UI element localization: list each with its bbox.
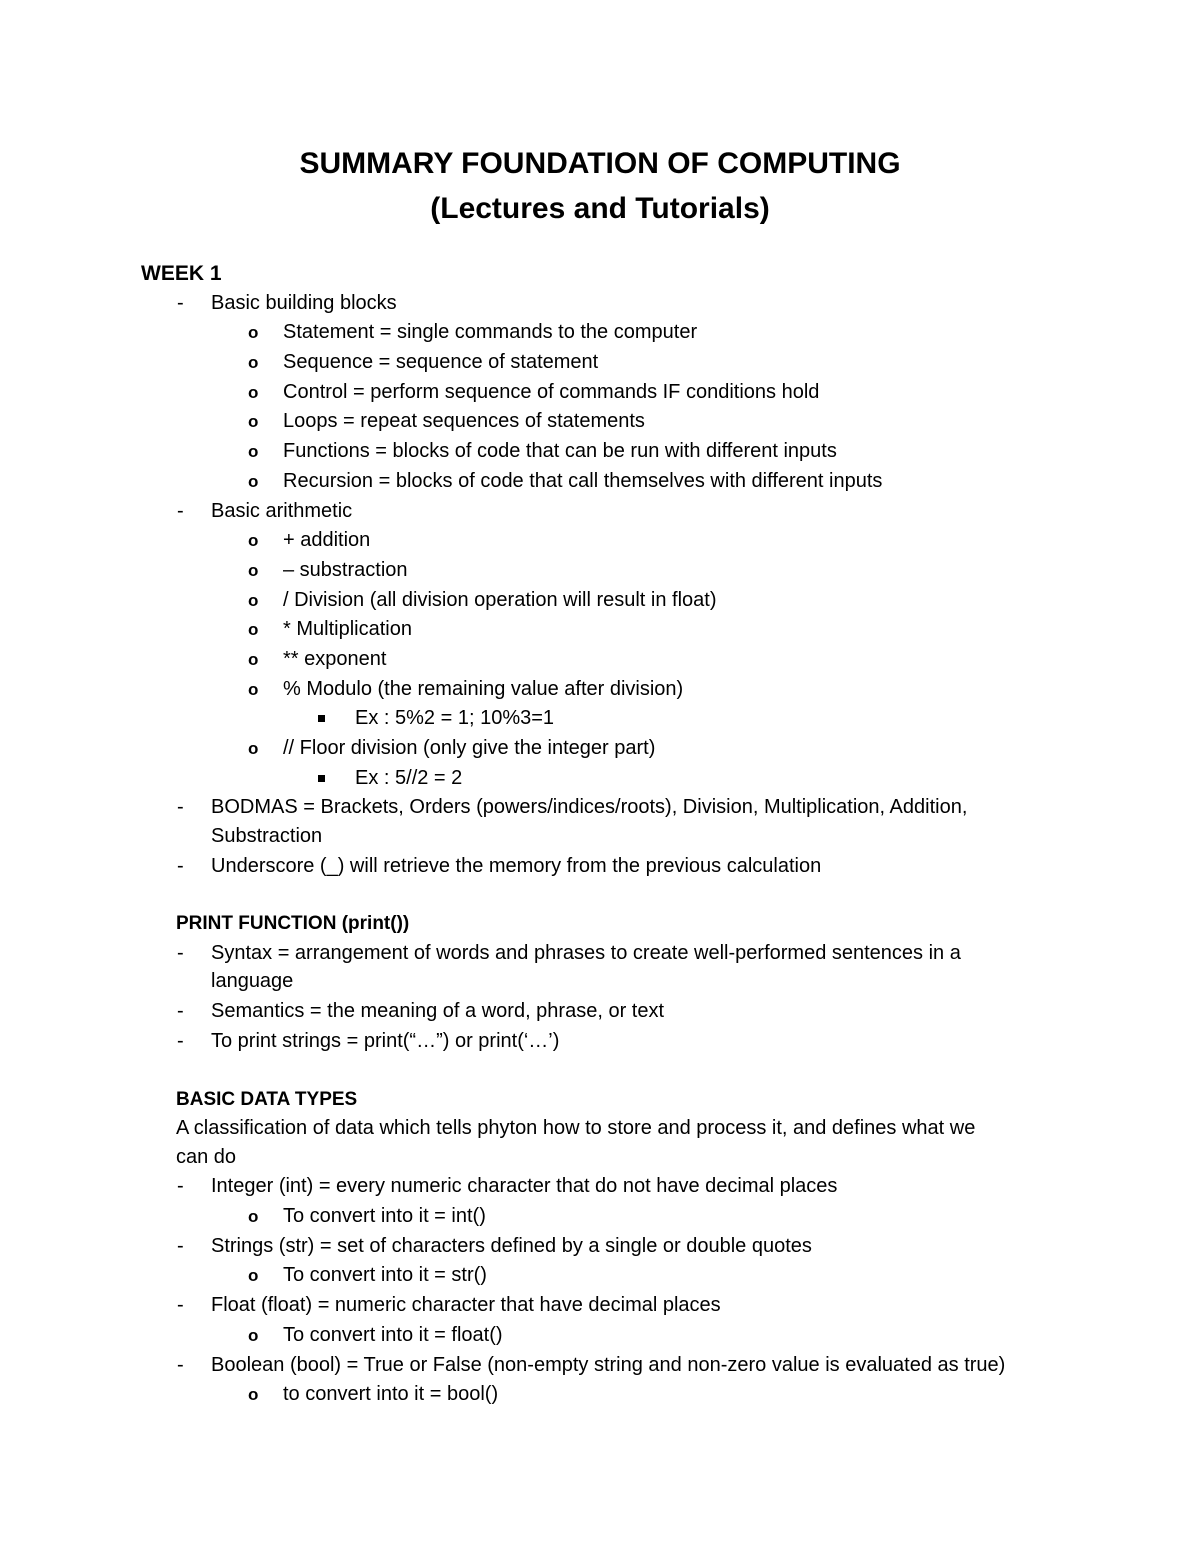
strings-text: Strings (str) = set of characters defined by a single or double quotes xyxy=(211,1234,812,1257)
list-item-text: Functions = blocks of code that can be run with different inputs xyxy=(283,440,837,463)
list-item xyxy=(0,526,1200,556)
list-item xyxy=(0,556,1200,586)
list-item xyxy=(0,1380,1200,1410)
syntax-text-continued: language xyxy=(211,970,294,993)
boolean-convert-text: to convert into it = bool() xyxy=(283,1383,499,1406)
float-text: Float (float) = numeric character that have decimal places xyxy=(211,1294,721,1317)
circle-bullet: o xyxy=(248,531,259,551)
list-item xyxy=(0,764,1200,794)
list-item xyxy=(0,289,1200,319)
circle-bullet: o xyxy=(248,323,259,343)
modulo-example: Ex : 5%2 = 1; 10%3=1 xyxy=(355,707,555,730)
list-item-text: ** exponent xyxy=(283,647,387,670)
list-item xyxy=(0,1291,1200,1321)
circle-bullet: o xyxy=(248,649,259,669)
list-item xyxy=(0,997,1200,1027)
list-item xyxy=(0,318,1200,348)
print-strings-text: To print strings = print(“…”) or print(‘…’) xyxy=(211,1029,560,1052)
list-item xyxy=(0,1261,1200,1291)
document-body xyxy=(0,259,1200,1410)
circle-bullet: o xyxy=(248,412,259,432)
list-item xyxy=(0,1321,1200,1351)
dash-bullet: - xyxy=(177,796,184,819)
semantics-text: Semantics = the meaning of a word, phrase, or text xyxy=(211,1000,665,1023)
circle-bullet: o xyxy=(248,1207,259,1227)
list-item xyxy=(0,586,1200,616)
list-item xyxy=(0,1172,1200,1202)
list-item xyxy=(0,704,1200,734)
square-bullet xyxy=(318,715,325,722)
circle-bullet: o xyxy=(248,590,259,610)
dash-bullet: - xyxy=(177,1175,184,1198)
list-item xyxy=(0,1202,1200,1232)
dash-bullet: - xyxy=(177,1294,184,1317)
list-item-text: Statement = single commands to the computer xyxy=(283,321,698,344)
document-title: SUMMARY FOUNDATION OF COMPUTING xyxy=(299,147,901,180)
list-item-text: / Division (all division operation will result in float) xyxy=(283,588,717,611)
boolean-text: Boolean (bool) = True or False (non-empty string and non-zero value is evaluated as true) xyxy=(211,1353,1006,1376)
circle-bullet: o xyxy=(248,471,259,491)
list-item xyxy=(0,407,1200,437)
square-bullet xyxy=(318,775,325,782)
list-item-text: * Multiplication xyxy=(283,618,412,641)
data-types-intro-continued: can do xyxy=(176,1145,237,1168)
list-item xyxy=(0,437,1200,467)
dash-bullet: - xyxy=(177,1000,184,1023)
circle-bullet: o xyxy=(248,1266,259,1286)
arithmetic-label: Basic arithmetic xyxy=(211,499,353,522)
circle-bullet: o xyxy=(248,353,259,373)
list-item-continuation xyxy=(0,967,1200,997)
list-item xyxy=(0,467,1200,497)
list-item xyxy=(0,348,1200,378)
list-item xyxy=(0,793,1200,822)
print-section-heading: PRINT FUNCTION (print()) xyxy=(176,913,410,935)
dash-bullet: - xyxy=(177,1029,184,1052)
list-item xyxy=(0,939,1200,968)
circle-bullet: o xyxy=(248,1385,259,1405)
integer-text: Integer (int) = every numeric character that do not have decimal places xyxy=(211,1175,838,1198)
integer-convert-text: To convert into it = int() xyxy=(283,1205,486,1228)
dash-bullet: - xyxy=(177,291,184,314)
dash-bullet: - xyxy=(177,1234,184,1257)
underscore-text: Underscore (_) will retrieve the memory from the previous calculation xyxy=(211,854,822,877)
list-item-continuation xyxy=(0,822,1200,852)
circle-bullet: o xyxy=(248,442,259,462)
strings-convert-text: To convert into it = str() xyxy=(283,1264,487,1287)
list-item-text: – substraction xyxy=(283,558,408,581)
dash-bullet: - xyxy=(177,1353,184,1376)
list-item-text: // Floor division (only give the integer part) xyxy=(283,737,656,759)
dash-bullet: - xyxy=(177,941,184,964)
list-item-text: + addition xyxy=(283,529,371,552)
bodmas-text-continued: Substraction xyxy=(211,824,323,847)
syntax-text: Syntax = arrangement of words and phrases to create well-performed sentences in a xyxy=(211,941,961,964)
list-item-text: Recursion = blocks of code that call themselves with different inputs xyxy=(283,469,883,492)
list-item xyxy=(0,852,1200,882)
list-item xyxy=(0,675,1200,705)
list-item-text: Sequence = sequence of statement xyxy=(283,351,599,374)
list-item-text: % Modulo (the remaining value after division) xyxy=(283,677,684,700)
circle-bullet: o xyxy=(248,382,259,402)
list-item-text: Loops = repeat sequences of statements xyxy=(283,410,645,433)
bodmas-text: BODMAS = Brackets, Orders (powers/indices/roots), Division, Multiplication, Addition, xyxy=(211,796,968,819)
data-types-intro: A classification of data which tells phyton how to store and process it, and defines what we xyxy=(176,1117,976,1140)
list-item xyxy=(0,615,1200,645)
float-convert-text: To convert into it = float() xyxy=(283,1323,503,1346)
circle-bullet: o xyxy=(248,620,259,640)
list-item xyxy=(0,497,1200,527)
list-item xyxy=(0,734,1200,764)
list-item xyxy=(0,378,1200,408)
data-types-heading: BASIC DATA TYPES xyxy=(176,1088,358,1110)
document-subtitle: (Lectures and Tutorials) xyxy=(430,192,770,225)
list-item xyxy=(0,645,1200,675)
circle-bullet: o xyxy=(248,679,259,699)
circle-bullet: o xyxy=(248,739,259,758)
floor-example: Ex : 5//2 = 2 xyxy=(355,766,463,789)
list-item xyxy=(0,1351,1200,1381)
dash-bullet: - xyxy=(177,854,184,877)
circle-bullet: o xyxy=(248,560,259,580)
list-item xyxy=(0,1232,1200,1262)
list-item-text: Control = perform sequence of commands IF conditions hold xyxy=(283,380,820,403)
dash-bullet: - xyxy=(177,499,184,522)
week1-heading: WEEK 1 xyxy=(141,262,222,285)
list-item xyxy=(0,1027,1200,1057)
basic-blocks-label: Basic building blocks xyxy=(211,291,397,314)
circle-bullet: o xyxy=(248,1325,259,1345)
